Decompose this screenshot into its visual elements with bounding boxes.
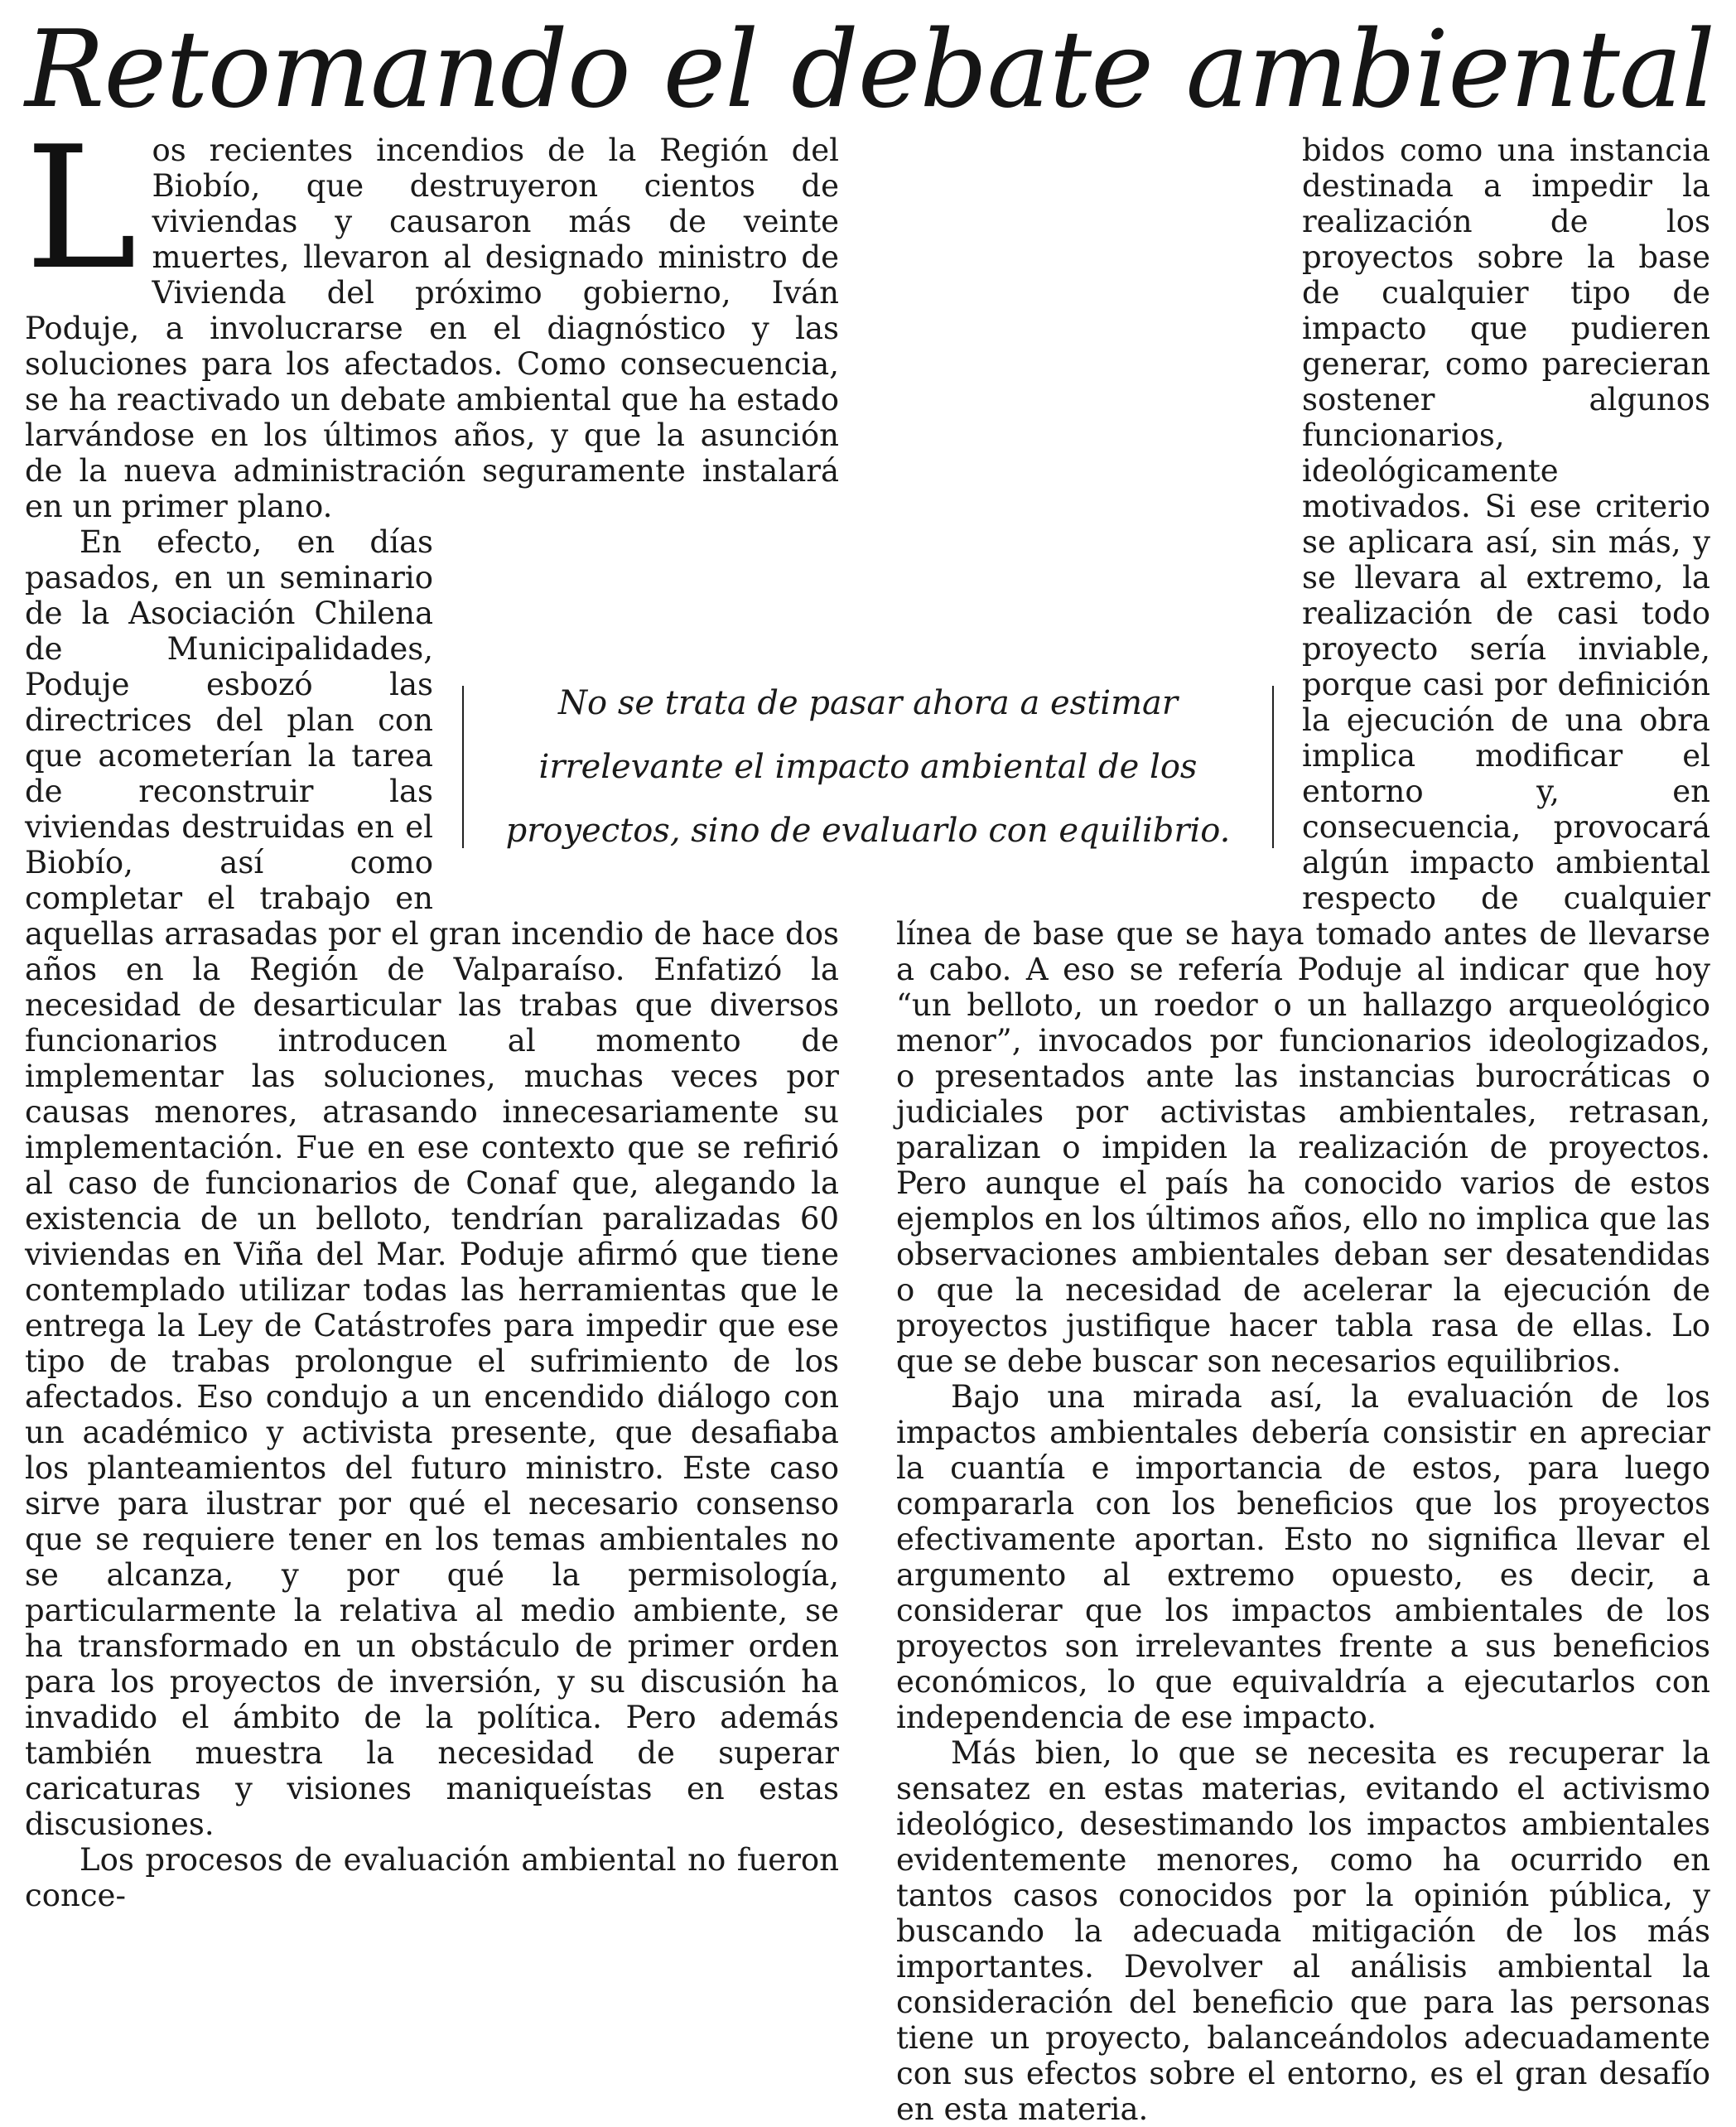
pull-quote-text: No se trata de pasar ahora a estimar irrelevante el impacto ambiental de los proyectos, sino de evaluarlo con equilibrio. <box>505 683 1231 850</box>
paragraph-3: Los procesos de evaluación ambiental no fueron conce- <box>25 1842 839 1913</box>
paragraph-2-text: En efecto, en días pasados, en un seminario de la Asociación Chilena de Municipalidades, Poduje esbozó las directrices del plan con que acometerían la tarea de reconstruir las viviendas destruidas en el Biobío, así como completar el trabajo en aquellas arrasadas por el gran incendio de hace dos años en la Región de Valparaíso. Enfatizó la necesidad de desarticular las trabas que diversos funcionarios introducen al momento de implementar las soluciones, muchas veces por causas menores, atrasando innecesariamente su implementación. Fue en ese contexto que se refirió al caso de funcionarios de Conaf que, alegando la existencia de un belloto, tendrían paralizadas 60 viviendas en Viña del Mar. Poduje afirmó que tiene contemplado utilizar todas las herramientas que le entrega la Ley de Catástrofes para impedir que ese tipo de trabas prolongue el sufrimiento de los afectados. Eso condujo a un encendido diálogo con un académico y activista presente, que desafiaba los planteamientos del futuro ministro. Este caso sirve para ilustrar por qué el necesario consenso que se requiere tener en los temas ambientales no se alcanza, y por qué la permisología, particularmente la relativa al medio ambiente, se ha transformado en un obstáculo de primer orden para los proyectos de inversión, y su discusión ha invadido el ámbito de la política. Pero además también muestra la necesidad de superar caricaturas y visiones maniqueístas en estas discusiones. <box>25 524 839 1842</box>
pull-quote <box>462 683 1274 850</box>
headline: Retomando el debate ambiental <box>25 8 1715 132</box>
paragraph-4-text: bidos como una instancia destinada a impedir la realización de los proyectos sobre la base de cualquier tipo de impacto que pudieren generar, como parecieran sostener algunos funcionarios, ideológicamente motivados. Si ese criterio se aplicara así, sin más, y se llevara al extremo, la realización de casi todo proyecto sería inviable, porque casi por definición la ejecución de una obra implica modificar el entorno y, en consecuencia, provocará algún impacto ambiental respecto de cualquier línea de base que se haya tomado antes de llevarse a cabo. A eso se refería Poduje al indicar que hoy “un belloto, un roedor o un hallazgo arqueológico menor”, invocados por funcionarios ideologizados, o presentados ante las instancias burocráticas o judiciales por activistas ambientales, retrasan, paralizan o impiden la realización de proyectos. Pero aunque el país ha conocido varios de estos ejemplos en los últimos años, ello no implica que las observaciones ambientales deban ser desatendidas o que la necesidad de acelerar la ejecución de proyectos justifique hacer tabla rasa de ellas. Lo que se debe buscar son necesarios equilibrios. <box>896 133 1710 1379</box>
paragraph-5: Bajo una mirada así, la evaluación de los impactos ambientales debería consistir en apreciar la cuantía e importancia de estos, para luego compararla con los beneficios que los proyectos efectivamente aportan. Esto no significa llevar el argumento al extremo opuesto, es decir, a considerar que los impactos ambientales de los proyectos son irrelevantes frente a sus beneficios económicos, lo que equivaldría a ejecutarlos con independencia de ese impacto. <box>896 1379 1710 1735</box>
paragraph-1-text: os recientes incendios de la Región del Biobío, que destruyeron cientos de viviendas y causaron más de veinte muertes, llevaron al designado ministro de Vivienda del próximo gobierno, Iván Poduje, a involucrarse en el diagnóstico y las soluciones para los afectados. Como consecuencia, se ha reactivado un debate ambiental que ha estado larvándose en los últimos años, y que la asunción de la nueva administración seguramente instalará en un primer plano. <box>25 133 839 524</box>
paragraph-6: Más bien, lo que se necesita es recuperar la sensatez en estas materias, evitando el activismo ideológico, desestimando los impactos ambientales evidentemente menores, como ha ocurrido en tantos casos conocidos por la opinión pública, y buscando la adecuada mitigación de los más importantes. Devolver al análisis ambiental la consideración del beneficio que para las personas tiene un proyecto, balanceándolos adecuadamente con sus efectos sobre el entorno, es el gran desafío en esta materia. <box>896 1735 1710 2127</box>
left-column <box>25 111 839 1913</box>
paragraph-1 <box>25 111 839 524</box>
drop-cap: L <box>25 111 137 307</box>
right-column <box>896 133 1710 2127</box>
